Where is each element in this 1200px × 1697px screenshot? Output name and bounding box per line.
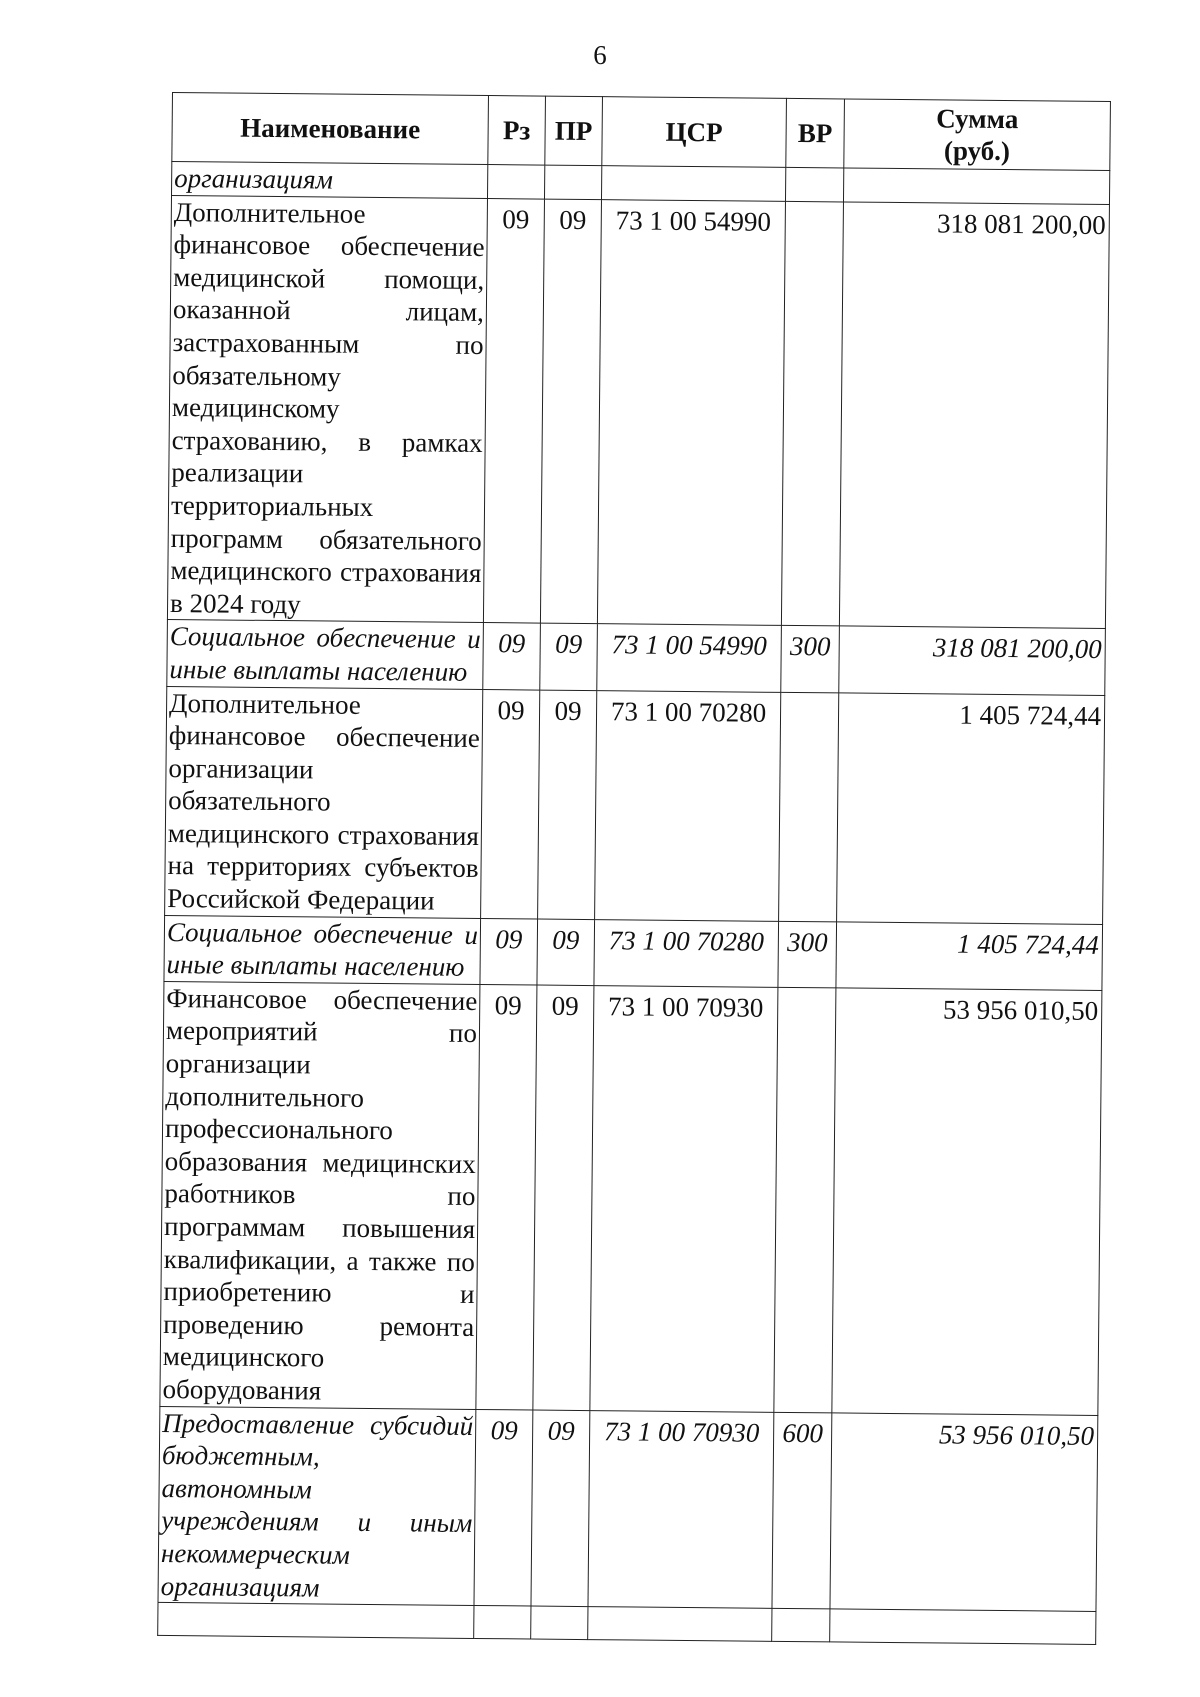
header-sum-line1: Сумма	[936, 103, 1019, 135]
row-vr	[779, 692, 839, 922]
budget-table	[157, 92, 1111, 1645]
row-rz: 09	[476, 984, 537, 1409]
row-sum: 318 081 200,00	[839, 202, 1109, 629]
row-csr: 73 1 00 54990	[597, 199, 785, 625]
table-row	[164, 915, 1103, 990]
page-number: 6	[593, 40, 607, 70]
row-pr: 09	[531, 1410, 590, 1607]
table-row	[158, 1406, 1098, 1612]
header-csr: ЦСР	[602, 97, 787, 168]
row-rz: 09	[480, 918, 538, 985]
row-name: Предоставление субсидий бюджетным, автономным учреждениям и иным некоммерческим организациям	[158, 1406, 476, 1606]
row-sum: 53 956 010,50	[832, 988, 1102, 1415]
row-pr: 09	[533, 985, 594, 1410]
row-csr: 73 1 00 54990	[597, 624, 782, 692]
row-sum: 1 405 724,44	[837, 692, 1105, 924]
row-pr: 09	[538, 690, 597, 920]
continuation-text: организациям	[172, 162, 488, 199]
table-row	[167, 620, 1106, 695]
header-sum	[844, 99, 1111, 171]
row-vr	[781, 201, 843, 626]
header-name: Наименование	[172, 93, 489, 165]
row-pr: 09	[540, 623, 598, 690]
row-rz: 09	[483, 198, 544, 623]
table-row	[165, 686, 1105, 924]
row-vr: 300	[781, 626, 840, 693]
row-csr: 73 1 00 70280	[595, 690, 781, 921]
row-vr: 300	[778, 921, 837, 988]
row-csr: 73 1 00 70930	[590, 985, 778, 1411]
row-sum: 53 956 010,50	[830, 1412, 1098, 1611]
row-name: Финансовое обеспечение мероприятий по организации дополнительного профессионального образования медицинских работников по программам повышения квалификации, а также по приобретению и проведению ремонта медицинского оборудования	[160, 981, 480, 1409]
table-row	[167, 195, 1109, 629]
row-csr: 73 1 00 70930	[588, 1410, 774, 1608]
table-header-row	[172, 93, 1111, 171]
header-sum-line2: (руб.)	[943, 135, 1011, 167]
header-pr: ПР	[545, 96, 603, 166]
table-row	[160, 981, 1102, 1415]
header-vr: ВР	[786, 98, 845, 168]
row-pr: 09	[540, 199, 601, 624]
row-sum: 1 405 724,44	[836, 922, 1103, 991]
row-sum: 318 081 200,00	[839, 626, 1106, 695]
row-vr: 600	[772, 1412, 832, 1609]
row-pr: 09	[537, 919, 595, 986]
row-csr: 73 1 00 70280	[594, 919, 779, 987]
row-name: Социальное обеспечение и иные выплаты населению	[164, 915, 481, 984]
row-rz: 09	[474, 1409, 533, 1606]
row-name: Социальное обеспечение и иные выплаты населению	[167, 620, 484, 689]
row-vr	[774, 987, 836, 1412]
header-rz: Рз	[488, 96, 546, 166]
row-rz: 09	[483, 623, 541, 690]
row-rz: 09	[481, 689, 540, 919]
row-name: Дополнительное финансовое обеспечение медицинской помощи, оказанной лицам, застрахованным по обязательному медицинскому страхованию, в рамках реализации территориальных программ обязательного медицинского страхования в 2024 году	[167, 195, 487, 623]
row-name: Дополнительное финансовое обеспечение организации обязательного медицинского страхования на территориях субъектов Российской Федерации	[165, 686, 483, 918]
